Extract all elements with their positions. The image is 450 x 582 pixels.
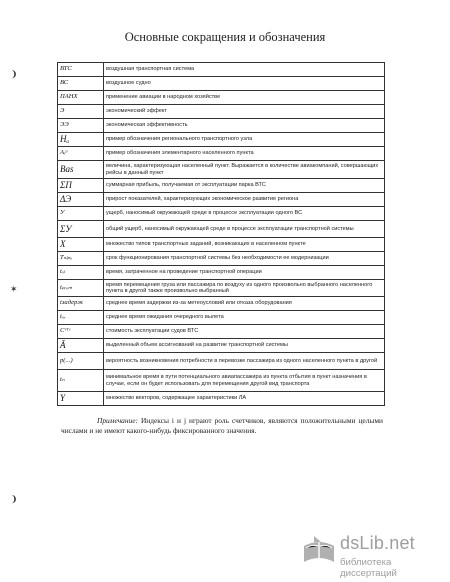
definition-cell: ущерб, наносимый окружающей среде в процессе эксплуатации одного ВС <box>104 207 385 221</box>
table-row <box>58 266 385 280</box>
symbol-cell: Ā <box>58 339 104 353</box>
definition-cell: воздушная транспортная система <box>104 63 385 77</box>
table-row <box>58 161 385 179</box>
definition-cell: величина, характеризующая населенный пункт. Выражается в количестве авиакомпаний, совершающих рейсы в данный пункт <box>104 161 385 179</box>
symbol-cell: Aᵢʲᶦ <box>58 147 104 161</box>
definition-cell: выделенный объем ассигнований на развитие транспортной системы <box>104 339 385 353</box>
definition-cell: время, затраченное на проведение транспортной операции <box>104 266 385 280</box>
table-row <box>58 147 385 161</box>
table-row <box>58 63 385 77</box>
binding-hole-mark: ✶ <box>10 285 18 295</box>
watermark <box>300 532 448 579</box>
table-row <box>58 252 385 266</box>
footnote <box>61 416 383 436</box>
definition-cell: суммарная прибыль, получаемая от эксплуатации парка ВТС <box>104 179 385 193</box>
symbol-cell: ВТС <box>58 63 104 77</box>
definition-cell: вероятность возникновения потребности в перевозке пассажира из одного населенного пункта в другой <box>104 353 385 370</box>
definition-cell: множество типов транспортных заданий, возникающих в населенном пункте <box>104 238 385 252</box>
definition-cell: среднее время ожидания очередного вылета <box>104 311 385 325</box>
table-row <box>58 370 385 392</box>
symbol-cell: ΣП <box>58 179 104 193</box>
symbol-cell: ΔЭ <box>58 193 104 207</box>
table-row <box>58 353 385 370</box>
symbol-cell: tₙ <box>58 370 104 392</box>
symbol-cell: Y <box>58 392 104 406</box>
definition-cell: пример обозначения элементарного населенного пункта <box>104 147 385 161</box>
symbol-cell: ВС <box>58 77 104 91</box>
table-row <box>58 325 385 339</box>
table-row <box>58 392 385 406</box>
table-row <box>58 179 385 193</box>
watermark-site: dsLib.net <box>340 533 415 553</box>
definition-cell: прирост показателей, характеризующих экономическое развитие региона <box>104 193 385 207</box>
definition-cell: множество векторов, содержащее характеристики ЛА <box>104 392 385 406</box>
definition-cell: экономическая эффективность <box>104 119 385 133</box>
symbol-cell: Hₐ <box>58 133 104 147</box>
table-row <box>58 297 385 311</box>
symbol-cell: X <box>58 238 104 252</box>
definition-cell: общий ущерб, наносимый окружающей среде в процессе эксплуатации транспортной системы <box>104 221 385 238</box>
definition-cell: экономический эффект <box>104 105 385 119</box>
page-title: Основные сокращения и обозначения <box>124 30 326 44</box>
symbol-cell: tₚᵣₑₘ <box>58 280 104 297</box>
symbol-cell: Bas <box>58 161 104 179</box>
book-logo-icon <box>300 532 338 570</box>
table-row <box>58 238 385 252</box>
definition-cell: срок функционирования транспортной системы без необходимости ее модернизации <box>104 252 385 266</box>
table-row <box>58 91 385 105</box>
symbol-cell: tₒₓ <box>58 311 104 325</box>
symbol-cell: Cᵛᵀᶜ <box>58 325 104 339</box>
binding-hole-mark: ❩ <box>10 70 18 80</box>
symbol-cell: У <box>58 207 104 221</box>
note-text: Индексы i и j играют роль счетчиков, являются положительными целыми числами и не имеют какого-нибудь фиксированного значения. <box>61 416 383 435</box>
definition-cell: время перемещения груза или пассажира по воздуху из одного произвольно выбранного населенного пункта в другой также произвольно выбранный <box>104 280 385 297</box>
table-row <box>58 133 385 147</box>
symbol-cell: tзадерж <box>58 297 104 311</box>
symbol-cell: p(...) <box>58 353 104 370</box>
table-row <box>58 193 385 207</box>
table-row <box>58 105 385 119</box>
symbol-cell: ΣУ <box>58 221 104 238</box>
symbol-cell: ПАНХ <box>58 91 104 105</box>
table-row <box>58 119 385 133</box>
binding-hole-mark: ❩ <box>10 495 18 505</box>
definition-cell: среднее время задержки из-за метеоусловий или отказа оборудования <box>104 297 385 311</box>
table-row <box>58 77 385 91</box>
table-row <box>58 207 385 221</box>
definition-cell: пример обозначения регионального транспортного узла <box>104 133 385 147</box>
table-row <box>58 221 385 238</box>
table-row <box>58 339 385 353</box>
abbreviations-table <box>57 62 385 406</box>
definition-cell: стоимость эксплуатации судов ВТС <box>104 325 385 339</box>
note-label: Примечание: <box>97 416 138 425</box>
symbol-cell: Э <box>58 105 104 119</box>
abbreviations-table-body <box>58 63 385 406</box>
symbol-cell: Tₛₗₚₒ <box>58 252 104 266</box>
watermark-subtitle: библиотека диссертаций <box>340 557 397 579</box>
table-row <box>58 311 385 325</box>
definition-cell: применение авиации в народном хозяйстве <box>104 91 385 105</box>
definition-cell: минимальное время в пути потенциального авиапассажира из пункта отбытия в пункт назначения в случае, если он будет использовать для перемещения другой вид транспорта <box>104 370 385 392</box>
table-row <box>58 280 385 297</box>
symbol-cell: tₒₗ <box>58 266 104 280</box>
definition-cell: воздушное судно <box>104 77 385 91</box>
symbol-cell: ЭЭ <box>58 119 104 133</box>
